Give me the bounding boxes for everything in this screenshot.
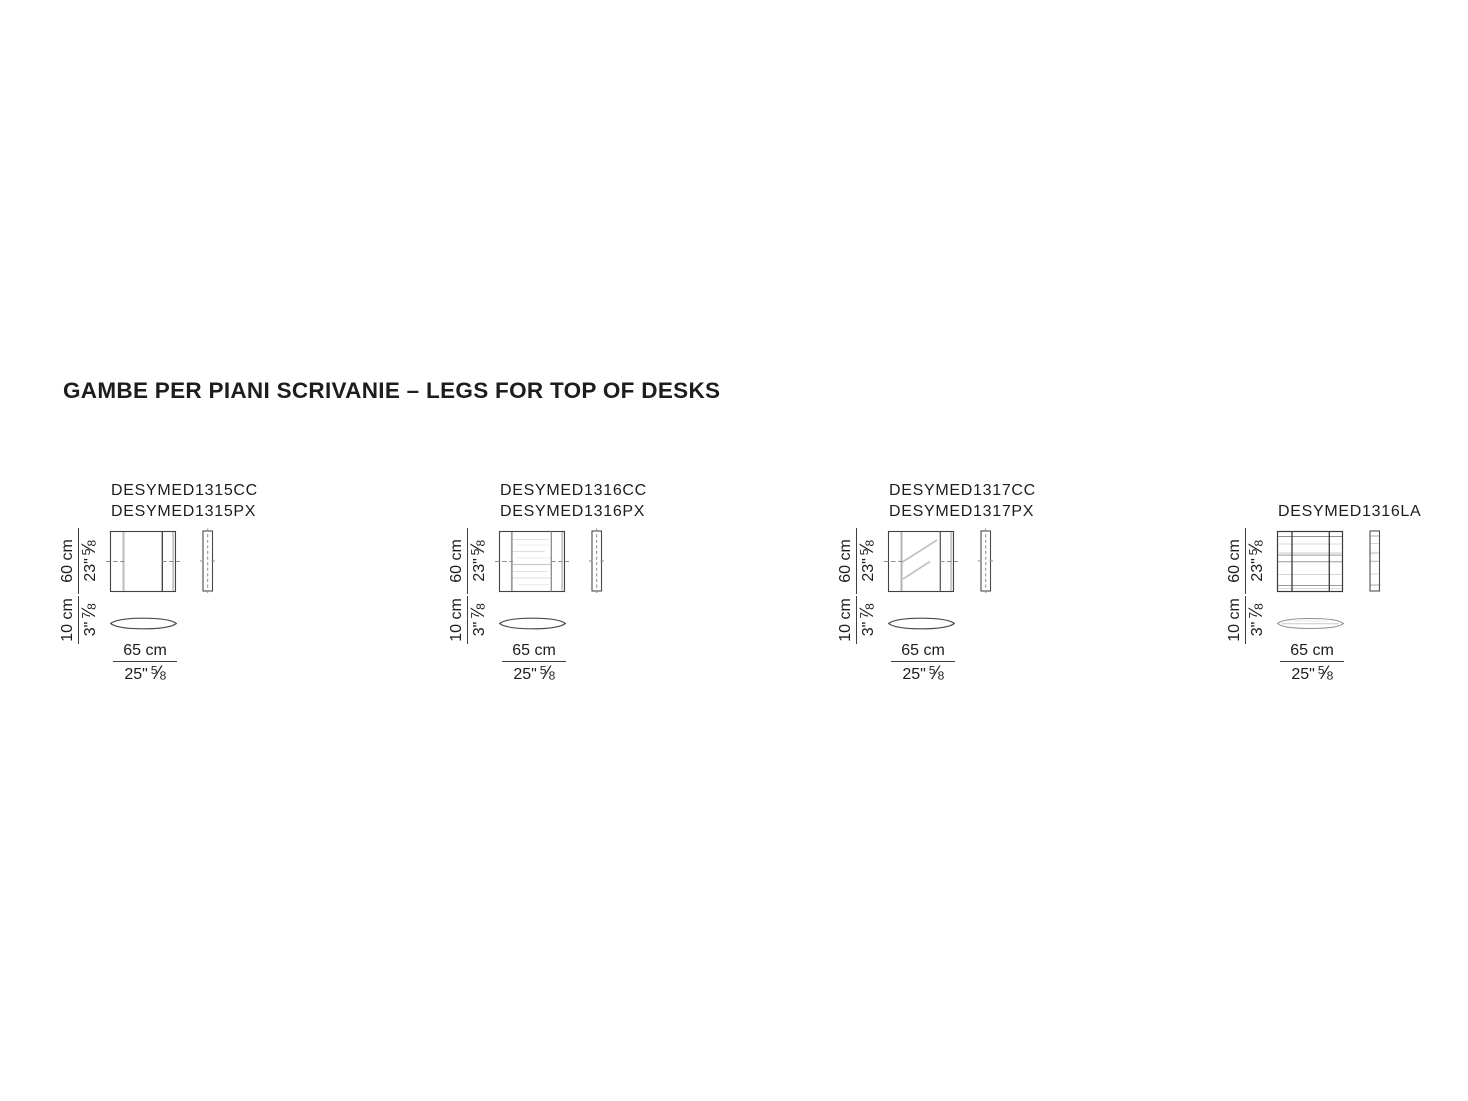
product-code: DESYMED1316CC [500,482,647,499]
front-view-drawing [1273,529,1347,594]
height-inches: 23"⅝ [1246,540,1267,582]
product-group-desymed1315 [58,470,403,710]
thickness-dimension-label [835,596,879,644]
width-cm: 65 cm [1280,640,1344,662]
width-inches: 25" ⅝ [124,663,166,684]
top-view-drawing [1277,617,1344,630]
product-code: DESYMED1316PX [500,502,646,520]
width-inches: 25" ⅝ [1291,663,1333,684]
side-view-drawing [589,528,604,594]
product-code: DESYMED1316LA [1278,502,1422,520]
side-view-drawing [1367,528,1382,594]
thickness-inches: 3"⅞ [468,603,489,637]
height-inches: 23"⅝ [468,540,489,582]
width-cm: 65 cm [113,640,177,662]
side-view-drawing [978,528,993,594]
height-cm: 60 cm [57,528,79,594]
product-codes [111,481,258,522]
thickness-dimension-label [1224,596,1268,644]
product-code: DESYMED1315CC [111,482,258,499]
thickness-cm: 10 cm [1224,596,1246,644]
height-inches: 23"⅝ [79,540,100,582]
product-codes [500,481,647,522]
thickness-inches: 3"⅞ [1246,603,1267,637]
product-codes [1278,481,1421,522]
height-dimension-label [1224,528,1268,594]
width-dimension-label [1280,640,1344,685]
side-view-drawing [200,528,215,594]
product-group-desymed1316 [447,470,792,710]
product-group-desymed1316la [1225,470,1468,710]
width-cm: 65 cm [891,640,955,662]
top-view-drawing [888,617,955,630]
height-dimension-label [57,528,101,594]
width-inches: 25" ⅝ [902,663,944,684]
top-view-drawing [499,617,566,630]
thickness-dimension-label [57,596,101,644]
top-view-drawing [110,617,177,630]
page-title: GAMBE PER PIANI SCRIVANIE – LEGS FOR TOP OF DESKS [63,378,721,403]
thickness-cm: 10 cm [57,596,79,644]
width-inches: 25" ⅝ [513,663,555,684]
width-dimension-label [891,640,955,685]
product-code: DESYMED1315PX [111,502,257,520]
height-inches: 23"⅝ [857,540,878,582]
product-code: DESYMED1317CC [889,482,1036,499]
product-code: DESYMED1317PX [889,502,1035,520]
thickness-dimension-label [446,596,490,644]
width-cm: 65 cm [502,640,566,662]
front-view-drawing [106,529,180,594]
width-dimension-label [113,640,177,685]
height-dimension-label [835,528,879,594]
product-codes [889,481,1036,522]
height-dimension-label [446,528,490,594]
height-cm: 60 cm [1224,528,1246,594]
front-view-drawing [884,529,958,594]
thickness-inches: 3"⅞ [857,603,878,637]
height-cm: 60 cm [835,528,857,594]
thickness-cm: 10 cm [446,596,468,644]
front-view-drawing [495,529,569,594]
width-dimension-label [502,640,566,685]
height-cm: 60 cm [446,528,468,594]
thickness-inches: 3"⅞ [79,603,100,637]
product-group-desymed1317 [836,470,1181,710]
thickness-cm: 10 cm [835,596,857,644]
